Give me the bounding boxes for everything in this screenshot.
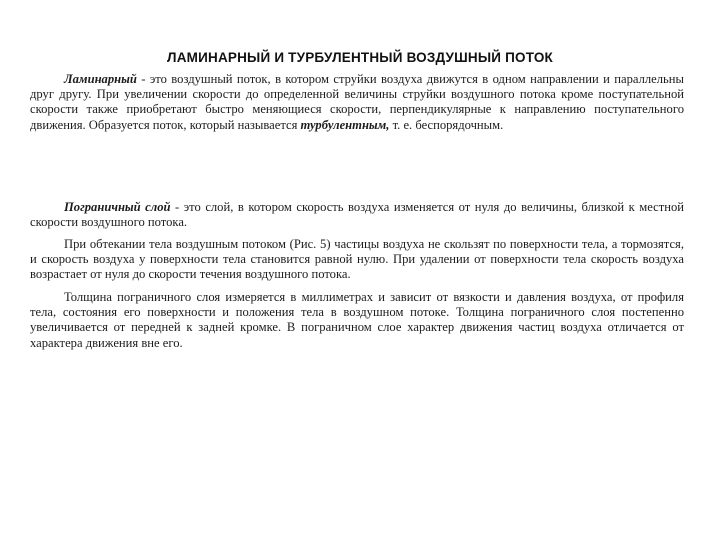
paragraph-layer-thickness: Толщина пограничного слоя измеряется в миллиметрах и зависит от вязкости и давления воздуха, от профиля тела, состояния его поверхности и положения тела в воздушном потоке. Толщина пограничного слоя постепенно увеличивается от передней к задней кромке. В пограничном слое характер движения частиц воздуха отличается от характера движения вне его.	[30, 290, 684, 350]
paragraph-laminar-text: - это воздушный поток, в котором струйки воздуха движутся в одном направлении и параллельны друг другу. При увеличении скорости до определенной величины струйки воздушного потока кроме поступательной скорости также приобретают быстро меняющиеся скорости, перпендикулярные к направлению поступательного движения. Образуется поток, который называется	[30, 72, 684, 132]
paragraph-flow-around-body: При обтекании тела воздушным потоком (Рис. 5) частицы воздуха не скользят по поверхности тела, а тормозятся, и скорость воздуха у поверхности тела становится равной нулю. При удалении от поверхности тела скорость воздуха возрастает от нуля до скорости течения воздушного потока.	[30, 237, 684, 282]
paragraph-laminar-tail: т. е. беспорядочным.	[389, 117, 504, 132]
paragraph-boundary-layer-text: - это слой, в котором скорость воздуха изменяется от нуля до величины, близкой к местной скорости воздушного потока.	[30, 200, 684, 230]
paragraph-boundary-layer	[30, 200, 684, 230]
term-boundary-layer: Пограничный слой	[64, 200, 171, 214]
term-turbulent: турбулентным,	[300, 117, 390, 132]
paragraph-laminar	[30, 72, 684, 133]
term-laminar: Ламинарный	[64, 72, 137, 86]
page-title: ЛАМИНАРНЫЙ И ТУРБУЛЕНТНЫЙ ВОЗДУШНЫЙ ПОТОК	[167, 50, 553, 65]
